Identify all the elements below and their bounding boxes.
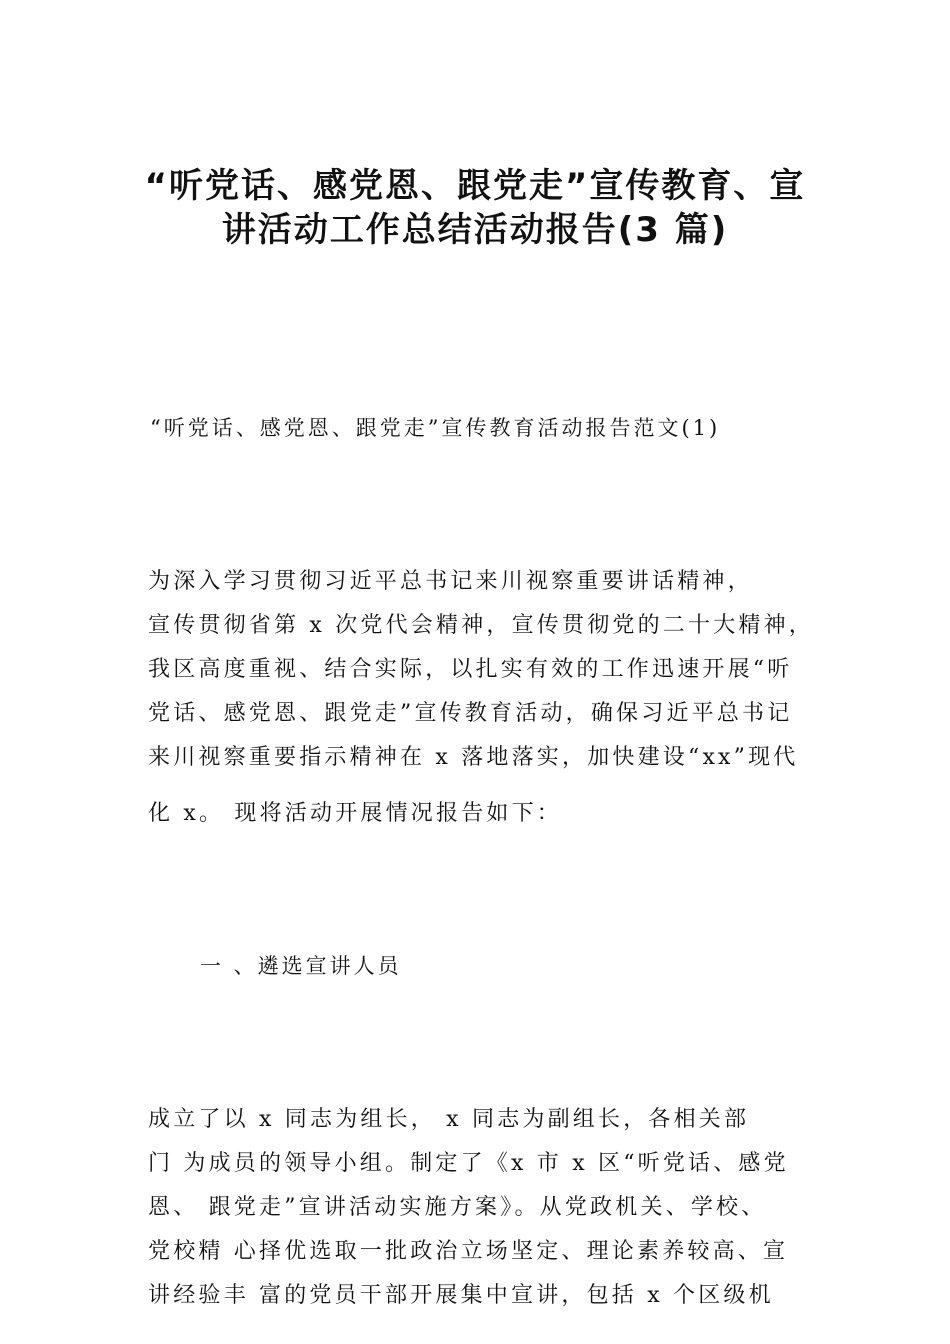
document-title-line-1: “听党话、感党恩、跟党走”宣传教育、宣	[144, 166, 806, 206]
paragraph-1-line: 来川视察重要指示精神在 x 落地落实，加快建设“xx”现代	[148, 745, 799, 770]
section-heading: 一 、遴选宣讲人员	[200, 954, 402, 978]
paragraph-1-line: 化 x。 现将活动开展情况报告如下：	[148, 801, 562, 826]
paragraph-1-line: 宣传贯彻省第 x 次党代会精神，宣传贯彻党的二十大精神，	[148, 613, 814, 638]
paragraph-1-line: 我区高度重视、结合实际，以扎实有效的工作迅速开展“听	[148, 657, 793, 682]
paragraph-2-line: 党校精 心择优选取一批政治立场坚定、理论素养较高、宣	[148, 1239, 789, 1264]
paragraph-1-line: 党话、感党恩、跟党走”宣传教育活动，确保习近平总书记	[148, 701, 793, 726]
paragraph-2-line: 成立了以 x 同志为组长， x 同志为副组长，各相关部	[148, 1107, 750, 1132]
report-subtitle: “听党话、感党恩、跟党走”宣传教育活动报告范文(1)	[150, 416, 721, 440]
paragraph-2-line: 恩、 跟党走”宣讲活动实施方案》。从党政机关、学校、	[148, 1195, 767, 1220]
document-title-line-2: 讲活动工作总结活动报告(3 篇)	[221, 210, 729, 250]
paragraph-2-line: 讲经验丰 富的党员干部开展集中宣讲，包括 x 个区级机	[148, 1283, 774, 1308]
paragraph-1-line: 为深入学习贯彻习近平总书记来川视察重要讲话精神，	[148, 569, 753, 594]
paragraph-2-line: 门 为成员的领导小组。制定了《x 市 x 区“听党话、感党	[148, 1151, 789, 1176]
